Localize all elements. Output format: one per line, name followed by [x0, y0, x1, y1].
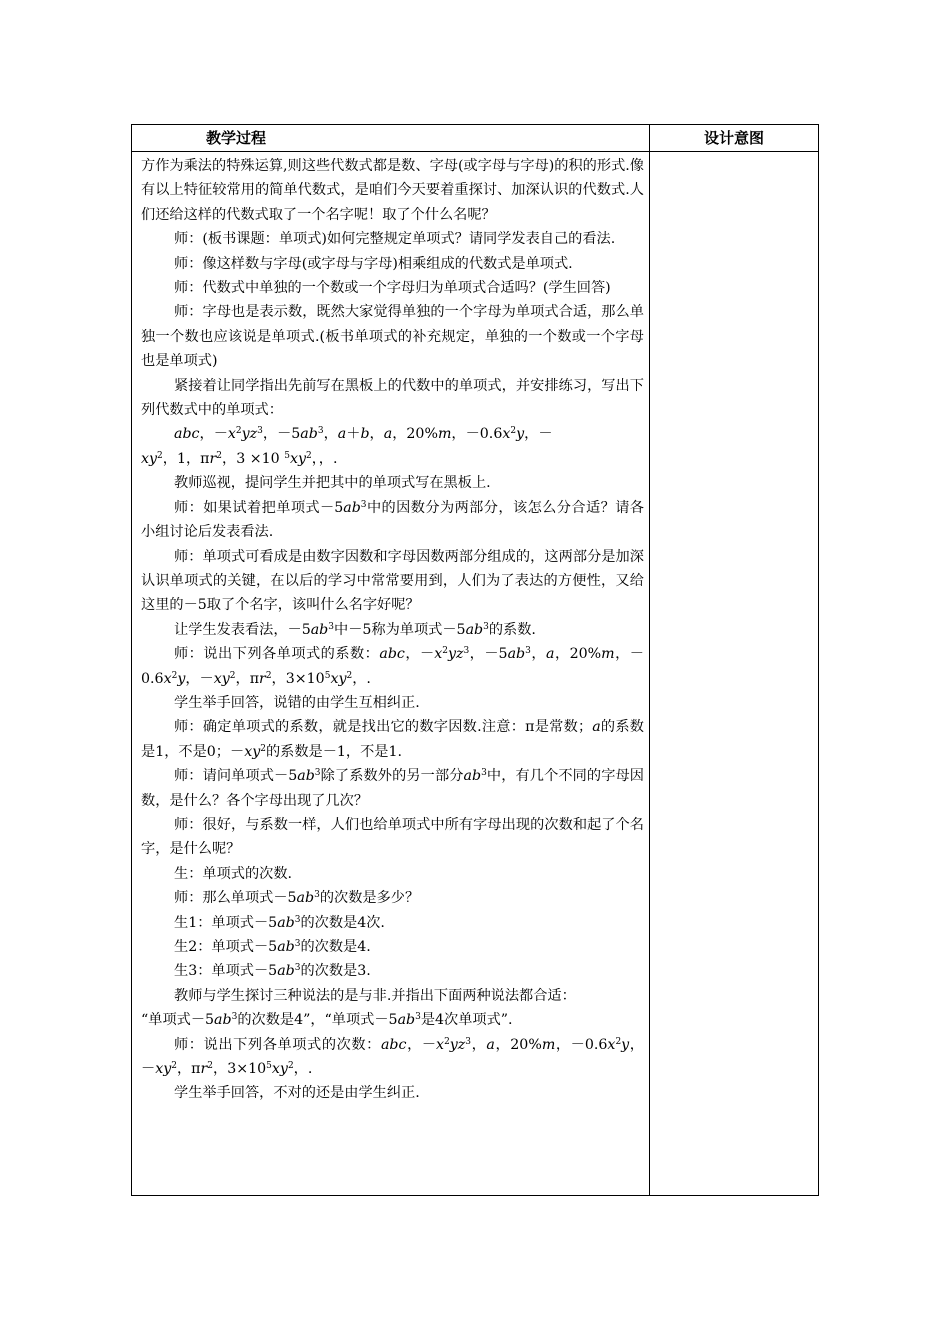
paragraph: 紧接着让同学指出先前写在黑板上的代数中的单项式，并安排练习，写出下列代数式中的单项式：: [141, 377, 644, 419]
paragraph: 教师与学生探讨三种说法的是与非.并指出下面两种说法都合适： “单项式$-5ab^3$的次数是4”，“单项式$-5ab^3$是4次单项式”.: [141, 987, 576, 1029]
paragraph: 师：请问单项式$-5ab^3$除了系数外的另一部分$ab^3$中，有几个不同的字母因数，是什么？各个字母出现了几次？: [141, 768, 644, 809]
paragraph: 师：确定单项式的系数，就是找出它的数字因数.注意：π是常数；a的系数是1，不是0；$-xy^2$的系数是－1，不是1.: [141, 719, 644, 760]
paragraph: 师：如果试着把单项式$-5ab^3$中的因数分为两部分，该怎么分合适？请各小组讨论后发表看法.: [141, 499, 644, 541]
paragraph: 师：(板书课题：单项式)如何完整规定单项式？请同学发表自己的看法.: [174, 231, 616, 248]
paragraph: 生2：单项式$-5ab^3$的次数是4.: [174, 939, 371, 955]
header-teaching-process: 教学过程: [206, 129, 267, 147]
math-expression-list: abc，$-x^2yz^3$，$-5ab^3$，a＋b，a，20%m，$-0.6x^2y$，－ $xy^2$，1，$\pi r^2$，3 ×10 $^5xy^2$，，.: [141, 426, 553, 467]
paragraph: 教师巡视，提问学生并把其中的单项式写在黑板上.: [174, 475, 491, 492]
lesson-table: [131, 124, 819, 1196]
paragraph: 师：单项式可看成是由数字因数和字母因数两部分组成的，这两部分是加深认识单项式的关键，在以后的学习中常常要用到，人们为了表达的方便性，又给这里的－5取了个名字，该叫什么名字好呢？: [141, 548, 644, 614]
column-divider: [649, 125, 650, 1195]
header-divider: [132, 151, 818, 152]
paragraph: 让学生发表看法，$-5ab^3$中－5称为单项式$-5ab^3$的系数.: [174, 621, 536, 638]
paragraph: 师：说出下列各单项式的系数：abc，$-x^2yz^3$，$-5ab^3$，a，20%m，$-0.6x^2y$，$-xy^2$，$\pi r^2$，$3\times 10^5xy^2$，.: [141, 646, 644, 687]
paragraph: 师：那么单项式$-5ab^3$的次数是多少？: [174, 890, 420, 907]
paragraph: 方作为乘法的特殊运算,则这些代数式都是数、字母(或字母与字母)的积的形式.像有以上特征较常用的简单代数式，是咱们今天要着重探讨、加深认识的代数式.人们还给这样的代数式取了一个名字呢！取了个什么名呢？: [141, 158, 644, 223]
paragraph: 师：字母也是表示数，既然大家觉得单独的一个字母为单项式合适，那么单独一个数也应该说是单项式.(板书单项式的补充规定，单独的一个数或一个字母也是单项式): [141, 304, 644, 370]
paragraph: 生3：单项式$-5ab^3$的次数是3.: [174, 963, 371, 980]
paragraph: 师：说出下列各单项式的次数：abc，$-x^2yz^3$，a，20%m，$-0.6x^2y$，$-xy^2$，$\pi r^2$，$3\times 10^5xy^2$，.: [141, 1036, 644, 1078]
teaching-process-content: [141, 154, 644, 1106]
header-design-intent: 设计意图: [703, 129, 764, 147]
paragraph: 学生举手回答，说错的由学生互相纠正.: [174, 694, 420, 711]
paragraph: 生：单项式的次数.: [174, 865, 293, 882]
paragraph: 师：代数式中单独的一个数或一个字母归为单项式合适吗？(学生回答): [174, 280, 611, 297]
paragraph: 师：很好，与系数一样，人们也给单项式中所有字母出现的次数和起了个名字，是什么呢？: [141, 816, 644, 858]
paragraph: 师：像这样数与字母(或字母与字母)相乘组成的代数式是单项式.: [174, 255, 573, 272]
paragraph: 生1：单项式$-5ab^3$的次数是4次.: [174, 914, 385, 931]
paragraph: 学生举手回答，不对的还是由学生纠正.: [174, 1085, 420, 1102]
